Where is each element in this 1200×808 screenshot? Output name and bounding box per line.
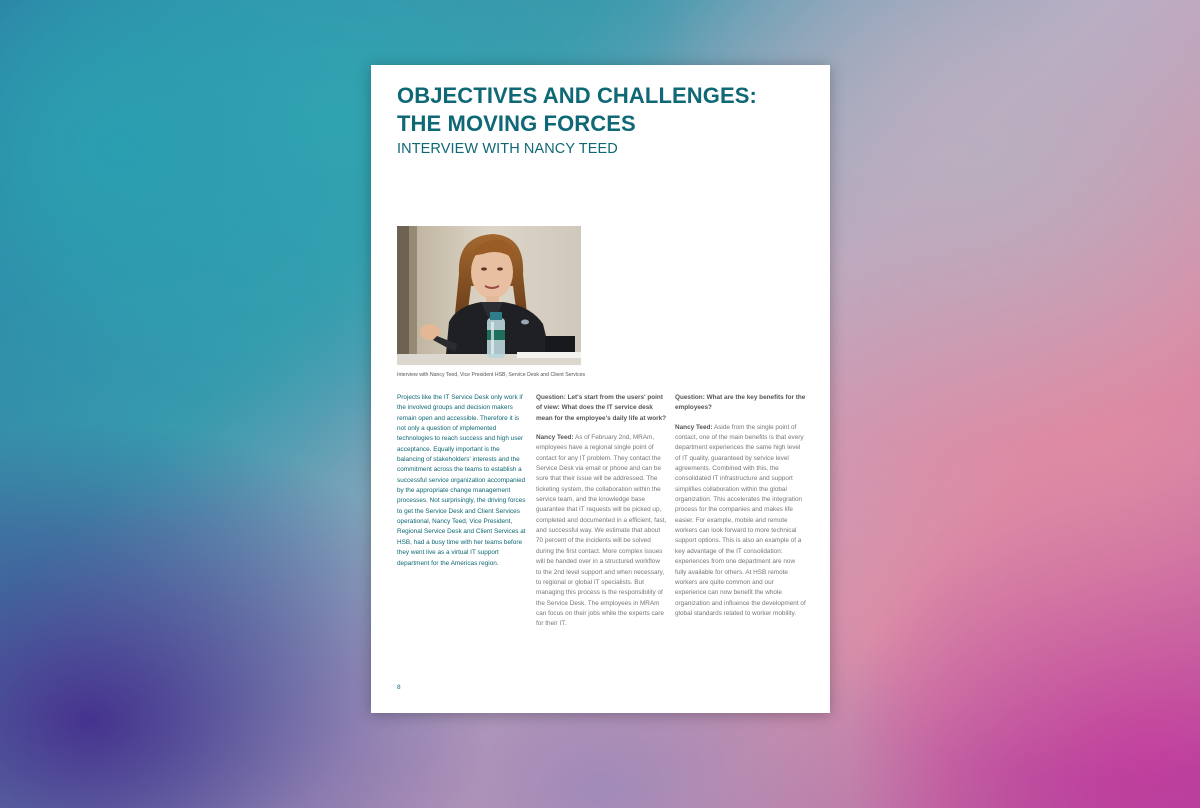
interview-photo-illustration: [397, 226, 581, 365]
answer-1: [536, 433, 667, 630]
answer-2-text: Aside from the single point of contact, one of the main benefits is that every department experiences the same high level of IT quality, guaranteed by service level agreements. Combined with this, the consolidated IT infrastructure and support simplifies collaboration within the global organization. This accelerates the integration process for the companies and makes life easier. For example, mobile and remote workers can look forward to more technical support options. This is also an example of a key advantage of the IT consolidation: experiences from one department are now fully available for others. At HSB remote workers are quite common and our experience can now benefit the whole organization and influence the development of global standards related to worker mobility.: [675, 423, 806, 617]
question-2: Question: What are the key benefits for the employees?: [675, 394, 806, 412]
title-line-1: OBJECTIVES AND CHALLENGES:: [397, 83, 757, 108]
answer-2-speaker: Nancy Teed:: [675, 423, 713, 431]
interview-column-1: [536, 393, 667, 639]
answer-1-text: As of February 2nd, MRAm, employees have a regional single point of contact for any IT problem. They contact the Service Desk via email or phone and can be sure that their issue will be addressed. The ticketing system, the collaboration within the service team, and the knowledge base guarantee that IT requests will be picked up, completed and documented in a efficient, fast, and successful way. We estimate that about 70 percent of the incidents will be solved during the first contact. More complex issues will be handed over in a structured workflow to the 2nd level support and when necessary, to regional or global IT specialists. But managing this process is the responsibility of the Service Desk. The employees in MRAm can focus on their jobs while the experts care for their IT.: [536, 434, 667, 628]
page-number: 8: [397, 684, 401, 691]
interview-photo: [397, 226, 581, 365]
answer-2: [675, 423, 806, 620]
page-title: [397, 82, 817, 138]
answer-1-speaker: Nancy Teed:: [536, 434, 574, 442]
interview-column-2: [675, 393, 806, 628]
intro-column: [397, 393, 528, 578]
document-page: [371, 65, 830, 713]
intro-paragraph: Projects like the IT Service Desk only work if the involved groups and decision makers remain open and accessible. Therefore it is not only a question of implemented technologies to reach success and high user acceptance. Equally important is the balancing of stakeholders' interests and the commitment across the teams to establish a successful service organization accompanied by the appropriate change management processes. Not surprisingly, the driving forces to get the Service Desk and Client Services operational, Nancy Teed, Vice President, Regional Service Desk and Client Services at HSB, had a busy time with her teams before they went live as a virtual IT support department for the Americas region.: [397, 394, 526, 567]
question-1: Question: Let's start from the users' point of view: What does the IT service desk mean for the employee's daily life at work?: [536, 394, 667, 422]
title-line-2: THE MOVING FORCES: [397, 111, 636, 136]
page-subtitle: INTERVIEW WITH NANCY TEED: [397, 141, 618, 157]
photo-caption: Interview with Nancy Teed, Vice President HSB, Service Desk and Client Services: [397, 372, 586, 378]
